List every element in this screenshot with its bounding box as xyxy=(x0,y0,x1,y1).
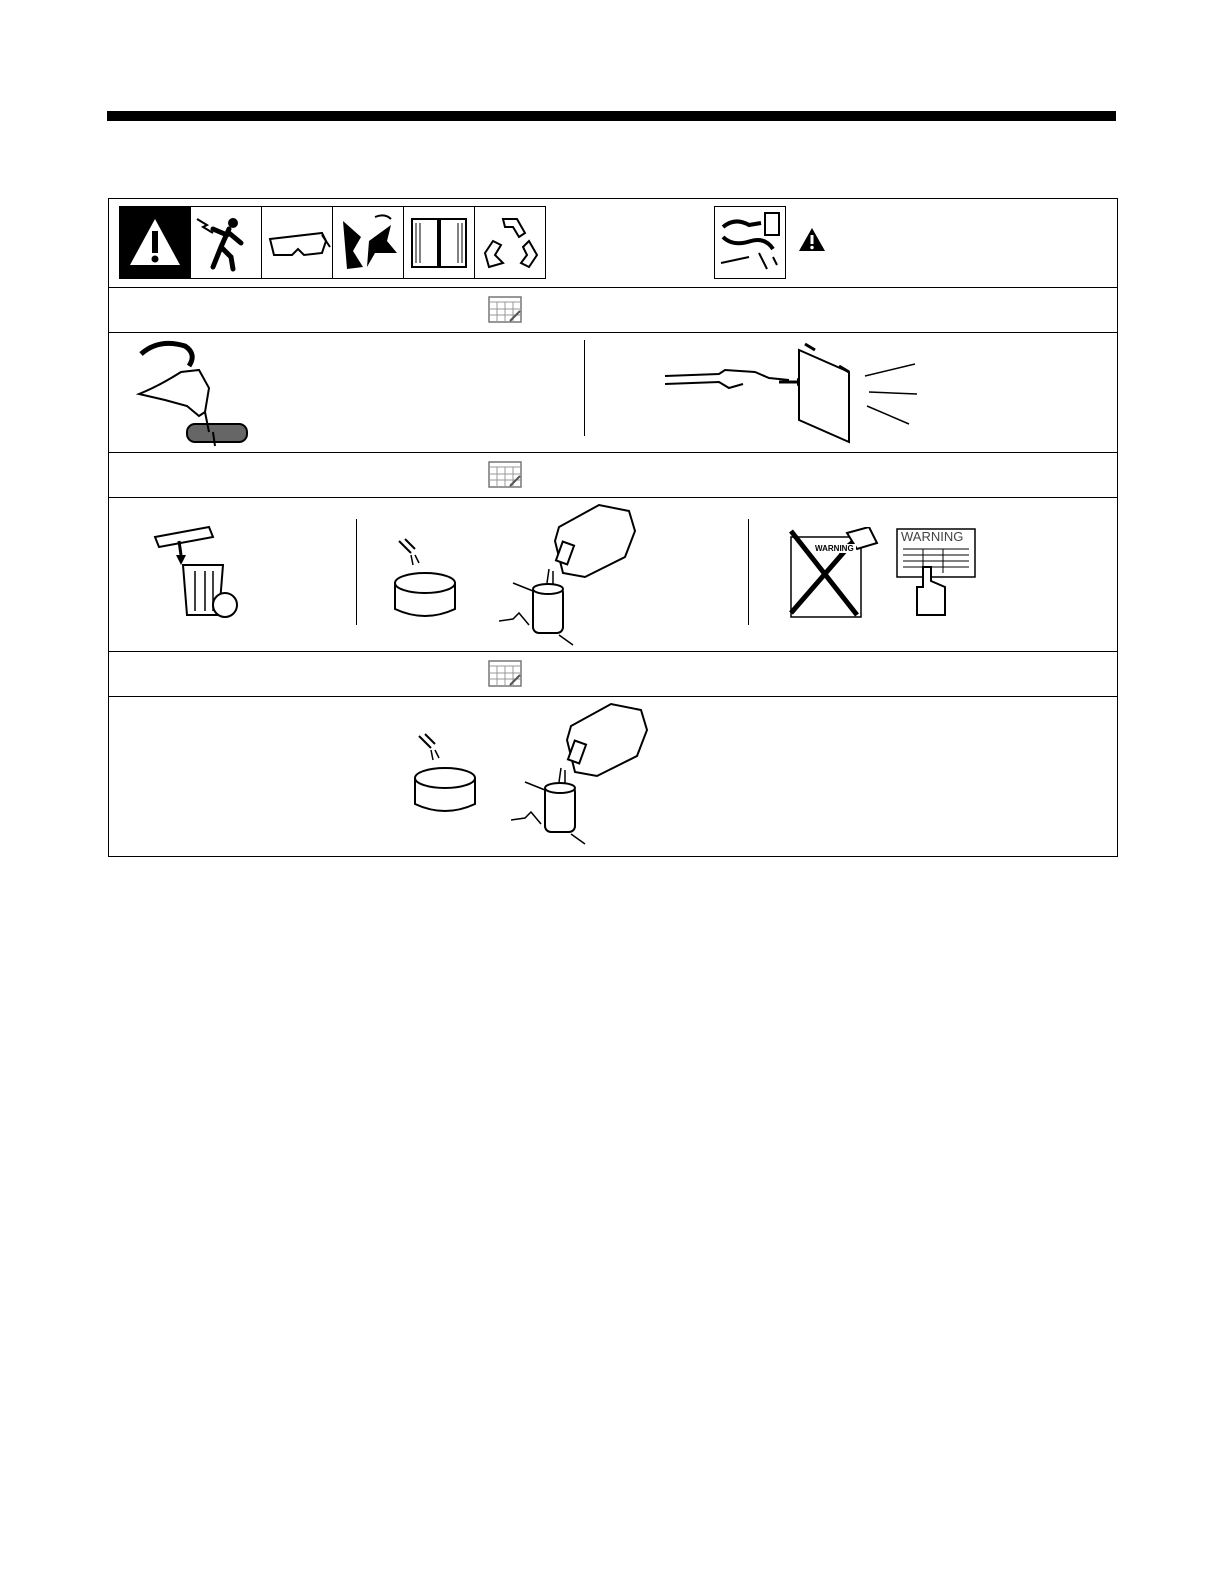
small-warning-icon xyxy=(798,227,826,253)
safety-icons-row xyxy=(109,199,1117,288)
divider xyxy=(356,519,357,625)
interval-header-2 xyxy=(109,452,1117,498)
recycle-icon xyxy=(474,206,546,279)
disconnect-power-icon xyxy=(714,206,786,279)
hose-inspection-illustration xyxy=(129,336,259,448)
no-paint-over-label-illustration xyxy=(787,527,883,623)
moving-parts-icon xyxy=(332,206,404,279)
illustration-row-1 xyxy=(109,332,1117,453)
electric-shock-icon xyxy=(190,206,262,279)
no-paint-warning-label: WARNING xyxy=(815,544,854,553)
read-manual-icon xyxy=(403,206,475,279)
trash-can-illustration xyxy=(149,519,249,623)
header-rule xyxy=(107,111,1116,121)
divider xyxy=(748,519,749,625)
warning-icon xyxy=(119,206,191,279)
illustration-row-2 xyxy=(109,497,1117,652)
interval-header-3 xyxy=(109,651,1117,697)
new-warning-label: WARNING xyxy=(901,529,964,544)
maintenance-table xyxy=(108,198,1118,857)
safety-glasses-icon xyxy=(261,206,333,279)
oil-container-illustration xyxy=(511,700,661,848)
oil-bowl-illustration xyxy=(409,732,489,824)
air-gun-cleaning-illustration xyxy=(659,336,939,448)
oil-container-illustration xyxy=(499,501,649,647)
calendar-icon xyxy=(488,460,522,488)
illustration-row-3 xyxy=(109,696,1117,855)
divider xyxy=(584,340,585,436)
calendar-icon xyxy=(488,659,522,687)
interval-header-1 xyxy=(109,287,1117,333)
calendar-icon xyxy=(488,295,522,323)
oil-bowl-illustration xyxy=(389,537,469,627)
